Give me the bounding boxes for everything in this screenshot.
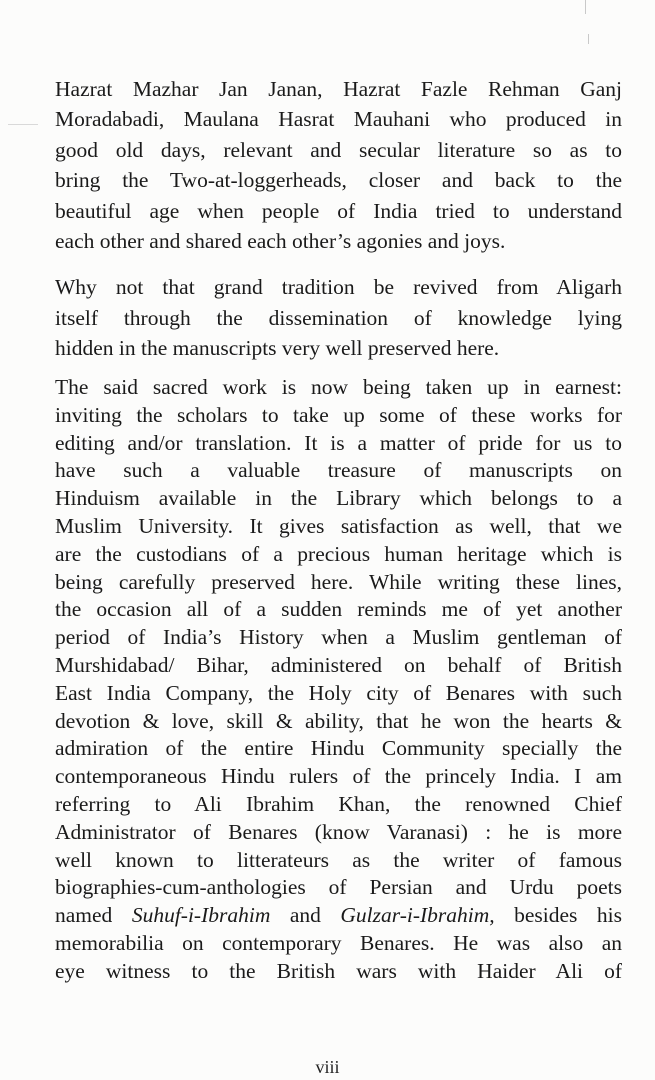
named-prefix: named bbox=[55, 903, 132, 928]
paragraph-line: have such a valuable treasure of manuscripts on bbox=[55, 458, 622, 483]
scan-mark-left bbox=[8, 124, 38, 125]
paragraph-line: hidden in the manuscripts very well preserved here. bbox=[55, 336, 500, 360]
paragraph-line: well known to litterateurs as the writer of famous bbox=[55, 847, 622, 872]
paragraph-line: The said sacred work is now being taken up in earnest: bbox=[55, 375, 622, 399]
paragraph-line: the occasion all of a sudden reminds me of yet another bbox=[55, 597, 622, 622]
paragraph-line: itself through the dissemination of knowledge lying bbox=[55, 305, 622, 330]
paragraph-line: period of India’s History when a Muslim gentleman of bbox=[55, 625, 622, 650]
paragraph-line: referring to Ali Ibrahim Khan, the renowned Chief bbox=[55, 791, 622, 816]
paragraph-line: being carefully preserved here. While writing these lines, bbox=[55, 569, 622, 594]
paragraph-line-with-titles bbox=[55, 902, 622, 930]
paragraph-line: each other and shared each other’s agonies and joys. bbox=[55, 229, 506, 254]
paragraph-line: contemporaneous Hindu rulers of the princely India. I am bbox=[55, 764, 622, 789]
scan-mark-top-right bbox=[585, 0, 586, 14]
paragraph-line: Why not that grand tradition be revived from Aligarh bbox=[55, 275, 622, 299]
book-title-suhuf: Suhuf-i-Ibrahim bbox=[131, 903, 271, 928]
paragraph-line: East India Company, the Holy city of Benares with such bbox=[55, 680, 622, 705]
paragraph-line: good old days, relevant and secular literature so as to bbox=[55, 137, 622, 162]
paragraph-line: beautiful age when people of India tried to understand bbox=[55, 198, 622, 223]
paragraph-line: Moradabadi, Maulana Hasrat Mauhani who produced in bbox=[55, 107, 622, 132]
paragraph-line: Hinduism available in the Library which belongs to a bbox=[55, 486, 622, 511]
paragraph-line: editing and/or translation. It is a matter of pride for us to bbox=[55, 430, 622, 455]
paragraph-line: memorabilia on contemporary Benares. He was also an bbox=[55, 930, 622, 955]
named-suffix: besides his bbox=[494, 903, 622, 928]
paragraph-line: are the custodians of a precious human heritage which is bbox=[55, 541, 622, 566]
paragraph-line: Administrator of Benares (know Varanasi) : he is more bbox=[55, 819, 622, 844]
paragraph-line: devotion & love, skill & ability, that he won the hearts & bbox=[55, 708, 622, 733]
scan-mark-right bbox=[588, 34, 589, 44]
paragraph-2 bbox=[55, 272, 622, 364]
paragraph-line: admiration of the entire Hindu Community specially the bbox=[55, 736, 622, 761]
paragraph-line: bring the Two-at-loggerheads, closer and back to the bbox=[55, 168, 622, 193]
paragraph-line: Hazrat Mazhar Jan Janan, Hazrat Fazle Rehman Ganj bbox=[55, 77, 622, 101]
paragraph-line: Murshidabad/ Bihar, administered on behalf of British bbox=[55, 652, 622, 677]
paragraph-line: eye witness to the British wars with Haider Ali of bbox=[55, 958, 622, 983]
named-conjunction: and bbox=[270, 903, 341, 928]
book-title-gulzar: Gulzar-i-Ibrahim, bbox=[340, 903, 495, 928]
paragraph-1 bbox=[55, 74, 622, 256]
paragraph-line: inviting the scholars to take up some of these works for bbox=[55, 402, 622, 427]
page-number: viii bbox=[315, 1057, 340, 1077]
paragraph-line: biographies-cum-anthologies of Persian and Urdu poets bbox=[55, 875, 622, 900]
paragraph-3 bbox=[55, 374, 622, 986]
paragraph-line: Muslim University. It gives satisfaction as well, that we bbox=[55, 513, 622, 538]
